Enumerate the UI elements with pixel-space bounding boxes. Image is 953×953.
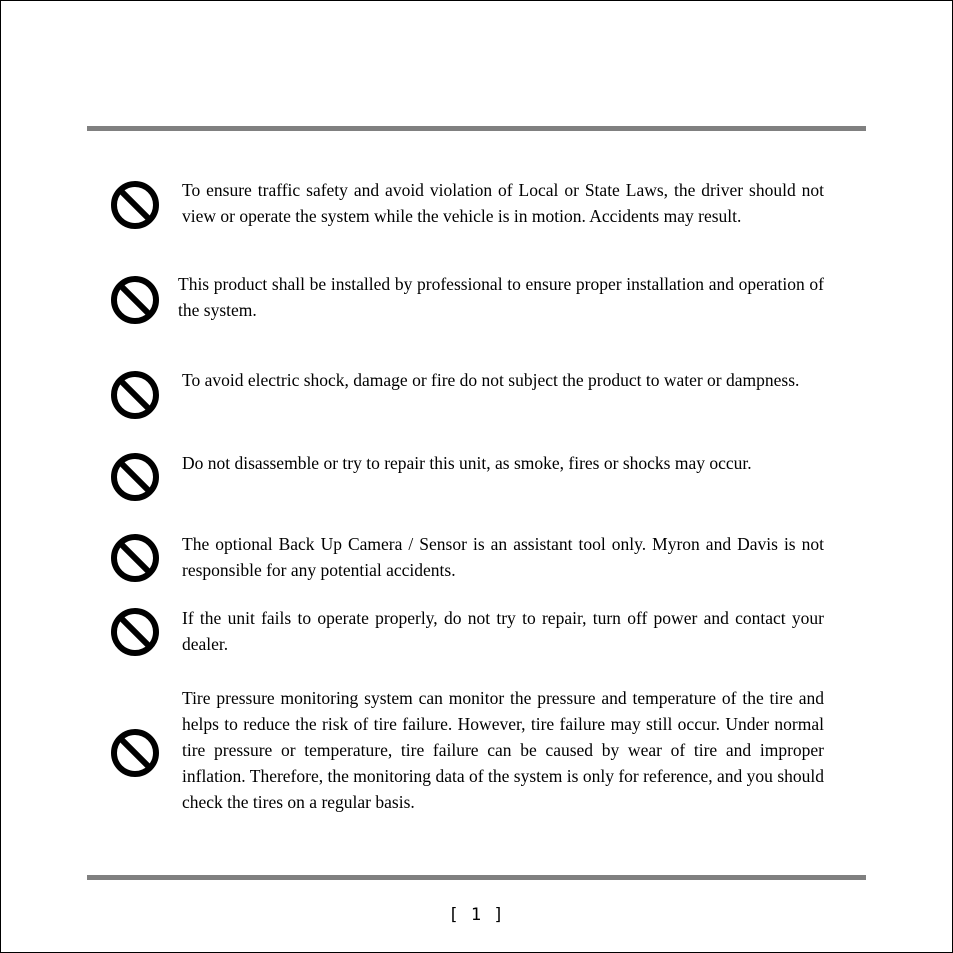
warning-text: To avoid electric shock, damage or fire do not subject the product to water or dampness.: [182, 370, 800, 390]
warning-text: To ensure traffic safety and avoid violation of Local or State Laws, the driver should not view or operate the system while the vehicle is in motion. Accidents may result.: [182, 180, 824, 226]
no-symbol-icon: [110, 275, 160, 325]
no-symbol-icon: [110, 728, 160, 778]
warning-text: The optional Back Up Camera / Sensor is an assistant tool only. Myron and Davis is not responsible for any potential accidents.: [182, 534, 824, 580]
no-symbol-icon: [110, 533, 160, 583]
top-divider: [87, 126, 866, 131]
no-symbol-icon: [110, 452, 160, 502]
warning-text: Do not disassemble or try to repair this unit, as smoke, fires or shocks may occur.: [182, 453, 752, 473]
no-symbol-icon: [110, 370, 160, 420]
page-number: [ 1 ]: [448, 905, 505, 925]
warning-text: If the unit fails to operate properly, do not try to repair, turn off power and contact your dealer.: [182, 608, 824, 654]
no-symbol-icon: [110, 180, 160, 230]
warning-text: Tire pressure monitoring system can monitor the pressure and temperature of the tire and helps to reduce the risk of tire failure. However, tire failure may still occur. Under normal tire pressure or temperature, tire failure can be caused by wear of tire and improper inflation. Therefore, the monitoring data of the system is only for reference, and you should check the tires on a regular basis.: [182, 688, 824, 812]
bottom-divider: [87, 875, 866, 880]
no-symbol-icon: [110, 607, 160, 657]
warning-text: This product shall be installed by professional to ensure proper installation and operation of the system.: [178, 274, 824, 320]
